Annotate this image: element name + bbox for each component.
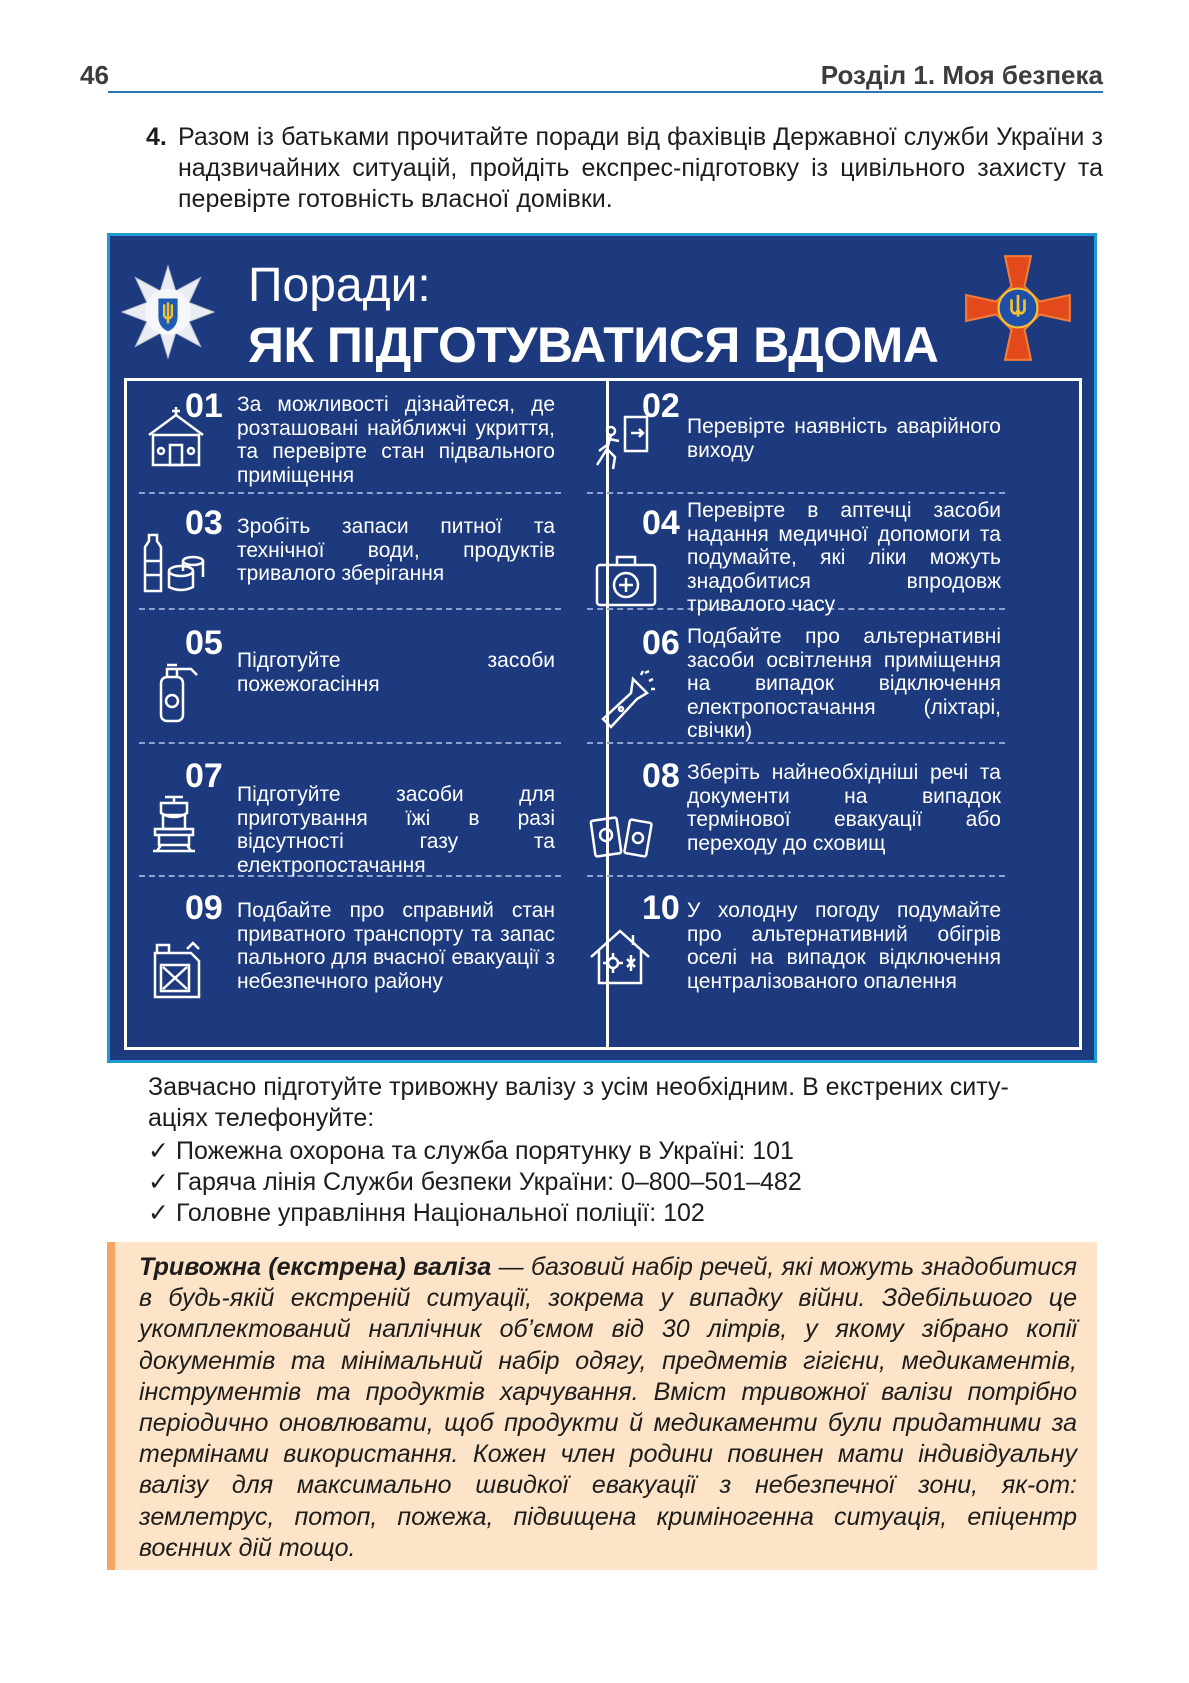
chapter-title: Розділ 1. Моя безпека xyxy=(820,60,1103,90)
row-separator xyxy=(139,492,561,494)
row-separator xyxy=(587,492,1005,494)
task-text: Разом із батьками прочитайте поради від фахівців Державної служби України з надзвичайних ситуацій, пройдіть експрес-підготовку із цивільного захисту та перевірте готовність власної домівки. xyxy=(178,123,1103,213)
page-number: 46 xyxy=(80,60,109,90)
checkmark-icon: ✓ xyxy=(148,1168,169,1196)
tip-text: Зберіть найнеобхідніші речі та документи на випадок термінової евакуації або переходу до сховищ xyxy=(687,761,1001,855)
dsns-emblem-icon xyxy=(964,254,1072,362)
tip-number: 03 xyxy=(185,504,223,542)
fuel-canister-icon xyxy=(143,937,209,1003)
tip-number: 08 xyxy=(642,757,680,795)
tip-number: 05 xyxy=(185,624,223,662)
tip-number: 04 xyxy=(642,504,680,542)
tip-text: Зробіть запаси питної та технічної води, продуктів тривалого зберігання xyxy=(237,515,555,585)
row-separator xyxy=(587,875,1005,877)
definition-term: Тривожна (екстрена) валіза xyxy=(139,1253,492,1281)
instruction-line: Завчасно підготуйте тривожну валізу з усім необхідним. В екстрених ситу- xyxy=(148,1073,1009,1101)
instruction-paragraph xyxy=(148,1072,1103,1134)
police-emblem-icon xyxy=(120,264,216,360)
page-header xyxy=(80,55,1103,95)
tip-number: 01 xyxy=(185,387,223,425)
tip-number: 10 xyxy=(642,889,680,927)
checkmark-icon: ✓ xyxy=(148,1137,169,1165)
poster-subtitle: Поради: xyxy=(248,259,431,312)
task-paragraph xyxy=(148,122,1103,215)
fire-extinguisher-icon xyxy=(141,659,207,725)
camping-stove-icon xyxy=(141,793,207,859)
documents-money-icon xyxy=(589,805,655,871)
tip-number: 09 xyxy=(185,889,223,927)
row-separator xyxy=(139,608,561,610)
emergency-contacts-list xyxy=(148,1136,1103,1229)
tip-text: Підготуйте засоби пожежогасіння xyxy=(237,649,555,696)
poster-title: ЯК ПІДГОТУВАТИСЯ ВДОМА xyxy=(248,317,939,373)
contact-item xyxy=(148,1198,1103,1229)
tip-text: Перевірте наявність аварійного виходу xyxy=(687,415,1001,462)
tips-frame xyxy=(124,378,1082,1050)
flashlight-icon xyxy=(593,669,659,735)
contact-text: Гаряча лінія Служби безпеки України: 0–800–501–482 xyxy=(176,1168,802,1196)
contact-item xyxy=(148,1136,1103,1167)
tip-text: За можливості дізнайтеся, де розташовані найближчі укриття, та перевірте стан підвального приміщення xyxy=(237,393,555,487)
contact-text: Пожежна охорона та служба порятунку в Україні: 101 xyxy=(176,1137,794,1165)
tip-text: Перевірте в аптечці засоби надання медичної допомоги та подумайте, які ліки можуть знадобитися впродовж тривалого часу xyxy=(687,499,1001,616)
definition-text: — базовий набір речей, які можуть знадобитися в будь-якій екстреній ситуації, зокрема у випадку війни. Здебільшого це укомплектований наплічник об’ємом від 30 літрів, у якому зібрано копії документів та мінімальний набір одягу, предметів гігієни, медикаментів, інструментів та продуктів харчування. Вміст тривожної валізи потрібно періодично оновлювати, щоб продукти й медикаменти були придатними за термінами використання. Кожен член родини повинен мати індивідуальну валізу для максимально швидкої евакуації з небезпечної зони, як-от: землетрус, потоп, пожежа, підвищена криміногенна ситуація, епіцентр воєнних дій тощо. xyxy=(139,1253,1077,1562)
contact-item xyxy=(148,1167,1103,1198)
row-separator xyxy=(139,742,561,744)
contact-text: Головне управління Національної поліції: 102 xyxy=(176,1199,705,1227)
instruction-line: аціях телефонуйте: xyxy=(148,1104,375,1132)
tip-number: 02 xyxy=(642,387,680,425)
header-rule xyxy=(108,91,1103,93)
tip-number: 07 xyxy=(185,757,223,795)
tip-number: 06 xyxy=(642,624,680,662)
first-aid-kit-icon xyxy=(593,549,659,615)
heated-house-icon xyxy=(587,923,653,989)
tip-text: У холодну погоду подумайте про альтернативний обігрів оселі на випадок відключення централізованого опалення xyxy=(687,899,1001,993)
checkmark-icon: ✓ xyxy=(148,1199,169,1227)
definition-box xyxy=(107,1242,1097,1570)
tip-text: Подбайте про альтернативні засоби освітлення приміщення на випадок відключення електропостачання (ліхтарі, свічки) xyxy=(687,625,1001,742)
tip-text: Підготуйте засоби для приготування їжі в разі відсутності газу та електропостачання xyxy=(237,783,555,877)
tip-text: Подбайте про справний стан приватного транспорту та запас пального для вчасної евакуації з небезпечного району xyxy=(237,899,555,993)
task-number: 4. xyxy=(146,123,167,151)
preparedness-poster xyxy=(107,233,1097,1063)
